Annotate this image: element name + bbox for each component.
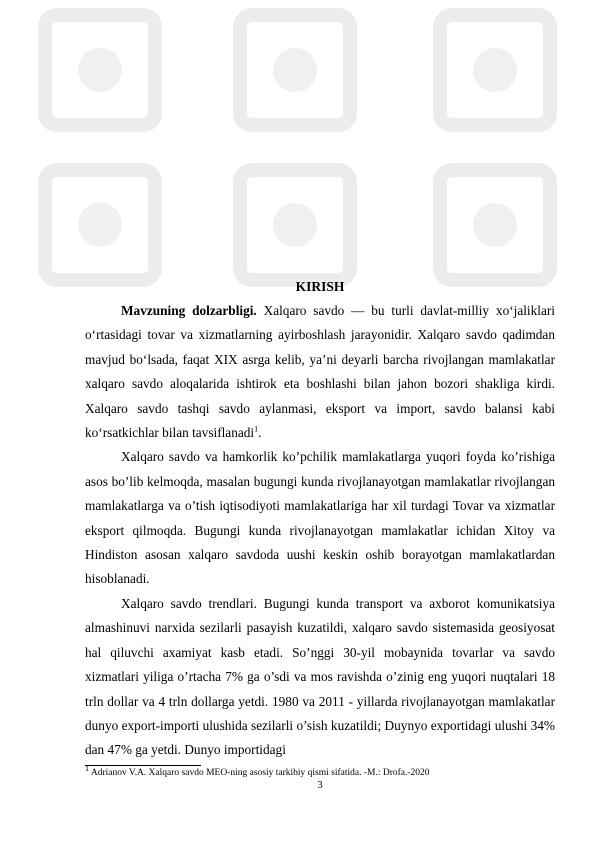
page-number: 3 bbox=[317, 780, 323, 791]
footnote-text: Adrianov V.A. Xalqaro savdo MEO-ning asosiy tarkibiy qismi sifatida. -M.: Drofa.-2020 bbox=[89, 768, 430, 778]
page-body bbox=[85, 275, 555, 763]
paragraph-relevance bbox=[85, 299, 555, 445]
footnote-reference[interactable]: 1 bbox=[254, 424, 259, 434]
footnote-divider bbox=[85, 765, 201, 766]
paragraph-trends: Xalqaro savdo trendlari. Bugungi kunda transport va axborot komunikatsiya almashinuvi narxida sezilarli pasayish kuzatildi, xalqaro savdo sistemasida geosiyosat hal qiluvchi axamiyat kasb etadi. So’nggi 30-yil mobaynida tovarlar va savdo xizmatlari yiliga o’rtacha 7% ga o’sdi va mos ravishda o’zinig eng yuqori nuqtalari 18 trln dollar va 4 trln dollarga yetdi. 1980 va 2011 - yillarda rivojlanayotgan mamlakatlar dunyo export-importi ulushida sezilarli o’sish kuzatildi; Duynyo exportidagi ulushi 34% dan 47% ga yetdi. Dunyo importidagi bbox=[85, 595, 555, 758]
paragraph-relevance-end: . bbox=[258, 425, 262, 441]
section-heading: KIRISH bbox=[295, 279, 345, 294]
relevance-label: Mavzuning dolzarbligi. bbox=[121, 303, 257, 318]
paragraph-relevance-text: Xalqaro savdo — bu turli davlat-milliy xo‘jaliklari o‘rtasidagi tovar va xizmatlarning ayirboshlash jarayonidir. Xalqaro savdo qadimdan mavjud bo‘lsada, faqat XIX asrga kelib, ya’ni deyarli barcha rivojlangan mamlakatlar xalqaro savdo aloqalarida ishtirok eta boshlashi bilan jahon bozori shakliga kirdi. Xalqaro savdo tashqi savdo aylanmasi, eksport va import, savdo balansi kabi ko‘rsatkichlar bilan tavsiflanadi bbox=[85, 303, 555, 441]
footnote-marker: 1 bbox=[85, 763, 89, 773]
footnote bbox=[85, 763, 555, 779]
paragraph-cooperation: Xalqaro savdo va hamkorlik ko’pchilik mamlakatlarga yuqori foyda ko’rishiga asos bo’lib kelmoqda, masalan bugungi kunda rivojlanayotgan mamlakatlar rivojlangan mamlakatlarga va o’tish iqtisodiyoti mamlakatlariga har xil turdagi Tovar va xizmatlar eksport qilmoqda. Bugungi kunda rivojlanayotgan mamlakatlar ichidan Xitoy va Hindiston asosan xalqaro savdoda uushi keskin oshib borayotgan mamlakatlardan hisoblanadi. bbox=[85, 449, 555, 587]
